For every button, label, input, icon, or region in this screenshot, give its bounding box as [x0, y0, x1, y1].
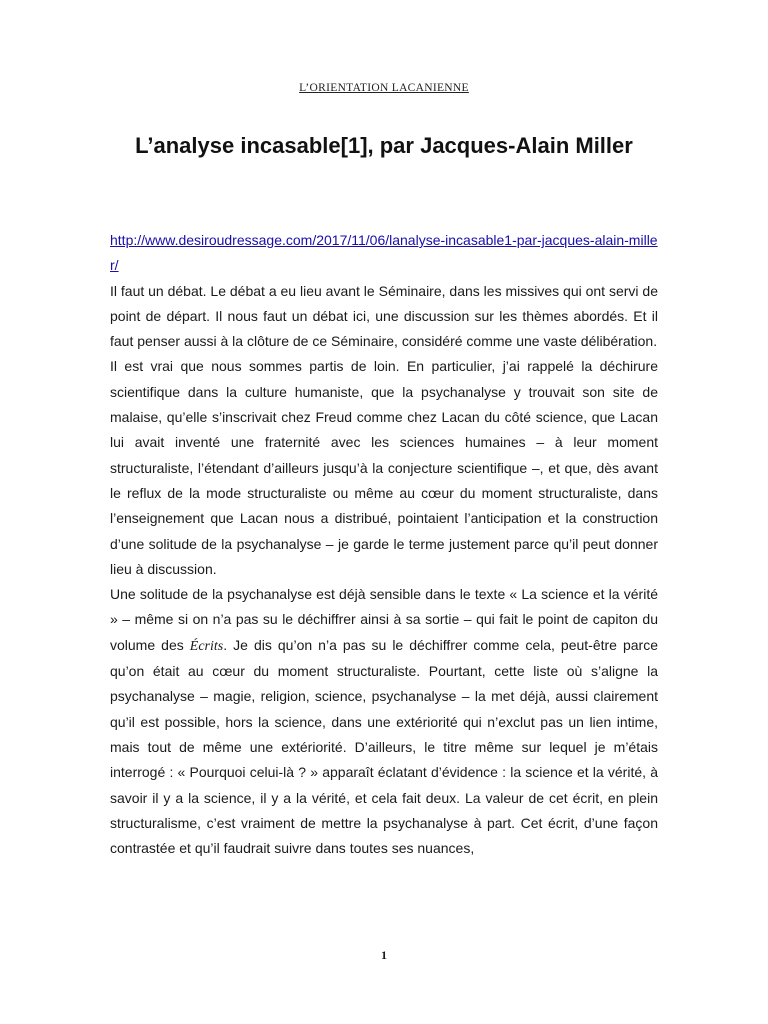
paragraph-3-start: Une solitude de la psychanalyse est déjà sensible dans le texte « La science et la vérité » – même si on n’a pas su le déchiffrer ainsi à sa sortie – qui fait le point de capiton du volume des — [110, 586, 658, 653]
paragraph-2: Il est vrai que nous sommes partis de loin. En particulier, j’ai rappelé la déchirure scientifique dans la culture humaniste, que la psychanalyse y trouvait son site de malaise, qu’elle s’inscrivait chez Freud comme chez Lacan du côté science, que Lacan lui avait inventé une fraternité avec les sciences humaines – à leur moment structuraliste, l’étendant d’ailleurs jusqu’à la conjecture scientifique –, et que, dès avant le reflux de la mode structuraliste ou même au cœur du moment structuraliste, dans l’enseignement que Lacan nous a distribué, pointaient l’anticipation et la construction d’une solitude de la psychanalyse – je garde le terme justement parce qu’il peut donner lieu à discussion. — [110, 358, 658, 577]
page-number: 1 — [381, 948, 387, 962]
paragraph-3-end: . Je dis qu’on n’a pas su le déchiffrer comme cela, peut-être parce qu’on était au cœur du moment structuraliste. Pourtant, cette liste où s’aligne la psychanalyse – magie, religion, science, psychanalyse – la met déjà, aussi clairement qu’il est possible, hors la science, dans une extériorité qui n’exclut pas un lien intime, mais tout de même une extériorité. D’ailleurs, le titre même sur lequel je m’étais interrogé : « Pourquoi celui-là ? » apparaît éclatant d’évidence : la science et la vérité, à savoir il y a la science, il y a la vérité, et cela fait deux. La valeur de cet écrit, en plein structuralisme, c’est vraiment de mettre la psychanalyse à part. Cet écrit, d’une façon contrastée et qu’il faudrait suivre dans toutes ses nuances, — [110, 636, 659, 857]
running-header: L’ORIENTATION LACANIENNE — [299, 82, 469, 94]
paragraph-3 — [110, 582, 658, 861]
source-link[interactable]: http://www.desiroudressage.com/2017/11/06/lanalyse-incasable1-par-jacques-alain-miller/ — [110, 232, 658, 274]
article-title: L’analyse incasable[1], par Jacques-Alain Miller — [135, 133, 633, 158]
ecrits-title: Écrits — [189, 638, 224, 654]
paragraph-1: Il faut un débat. Le débat a eu lieu avant le Séminaire, dans les missives qui ont servi de point de départ. Il nous faut un débat ici, une discussion sur les thèmes abordés. Et il faut penser aussi à la clôture de ce Séminaire, considéré comme une vaste délibération. — [110, 282, 658, 350]
article-body — [110, 228, 658, 861]
